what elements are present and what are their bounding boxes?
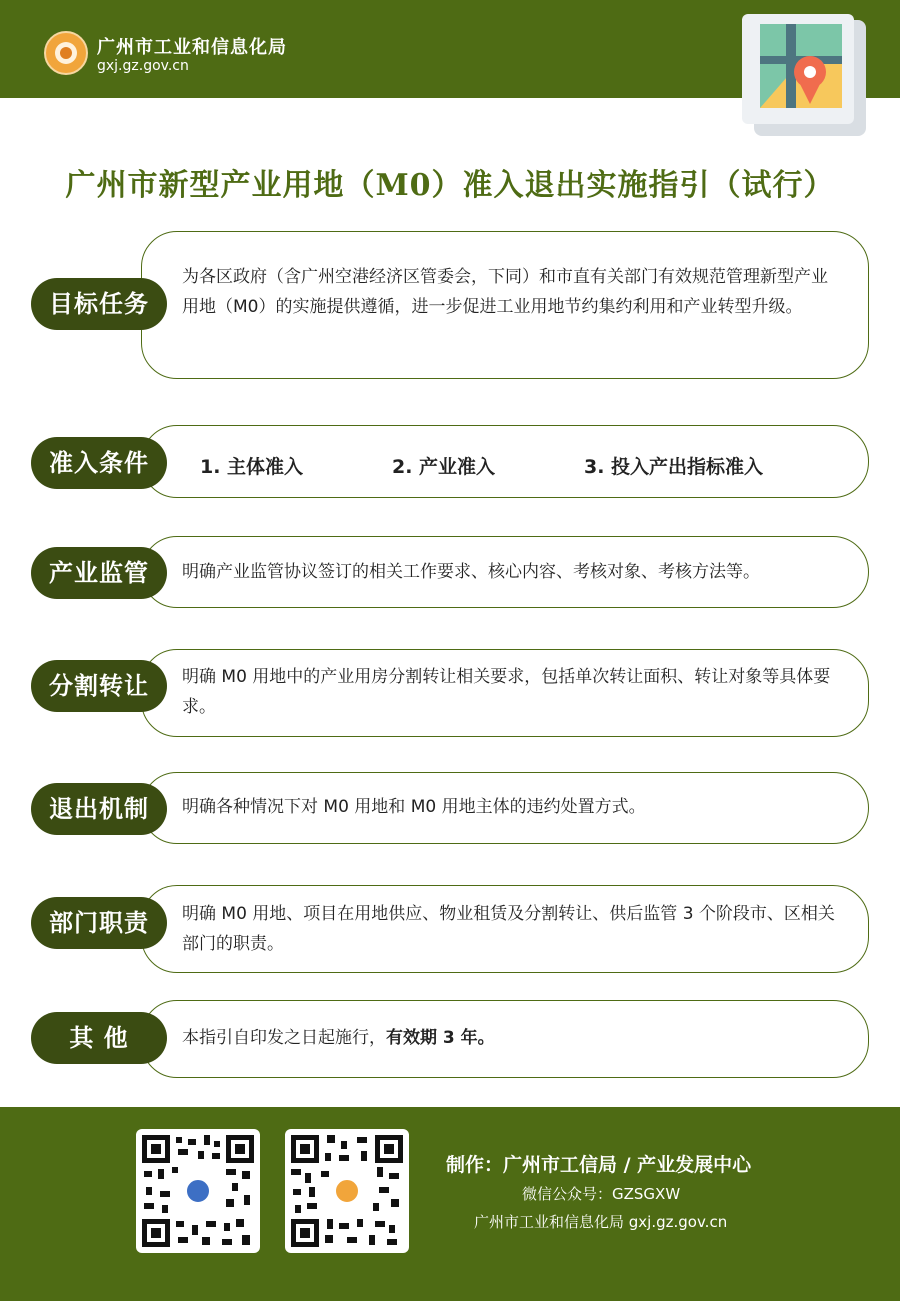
map-pin-icon [740, 12, 872, 138]
section-label-other: 其 他 [31, 1012, 167, 1064]
footer-made-by: 制作：广州市工信局 / 产业发展中心 [446, 1154, 752, 1176]
section-label-duties: 部门职责 [31, 897, 167, 949]
validity-text: 本指引自印发之日起施行， [182, 1028, 386, 1048]
section-label-transfer: 分割转让 [31, 660, 167, 712]
validity-period: 有效期 3 年。 [386, 1028, 495, 1048]
section-label-admission: 准入条件 [31, 437, 167, 489]
section-text-transfer: 明确 M0 用地中的产业用房分割转让相关要求，包括单次转让面积、转让对象等具体要求。 [182, 667, 831, 717]
bureau-logo-icon [333, 1177, 361, 1205]
section-label-target: 目标任务 [31, 278, 167, 330]
org-name: 广州市工业和信息化局 [97, 37, 287, 58]
section-label-exit: 退出机制 [31, 783, 167, 835]
admission-item-industry: 2. 产业准入 [392, 456, 496, 478]
section-text-other [182, 1023, 844, 1053]
footer-site[interactable]: 广州市工业和信息化局 gxj.gz.gov.cn [474, 1213, 728, 1231]
qr-code-site[interactable] [285, 1129, 409, 1253]
qr-code-wechat[interactable] [136, 1129, 260, 1253]
admission-item-output: 3. 投入产出指标准入 [584, 456, 764, 478]
emblem-icon [184, 1177, 212, 1205]
section-label-supervision: 产业监管 [31, 547, 167, 599]
bureau-logo-icon [44, 31, 88, 75]
section-text-supervision: 明确产业监管协议签订的相关工作要求、核心内容、考核对象、考核方法等。 [182, 562, 760, 582]
section-text-target: 为各区政府（含广州空港经济区管委会，下同）和市直有关部门有效规范管理新型产业用地（M0）的实施提供遵循，进一步促进工业用地节约集约利用和产业转型升级。 [182, 267, 828, 317]
section-text-duties: 明确 M0 用地、项目在用地供应、物业租赁及分割转让、供后监管 3 个阶段市、区相关部门的职责。 [182, 904, 835, 954]
admission-item-subject: 1. 主体准入 [200, 456, 304, 478]
footer-wechat: 微信公众号：GZSGXW [522, 1185, 681, 1203]
page-title: 广州市新型产业用地（M0）准入退出实施指引（试行） [65, 168, 835, 203]
section-text-exit: 明确各种情况下对 M0 用地和 M0 用地主体的违约处置方式。 [182, 797, 646, 817]
org-url[interactable]: gxj.gz.gov.cn [97, 58, 189, 74]
footer-bar [0, 1107, 900, 1301]
